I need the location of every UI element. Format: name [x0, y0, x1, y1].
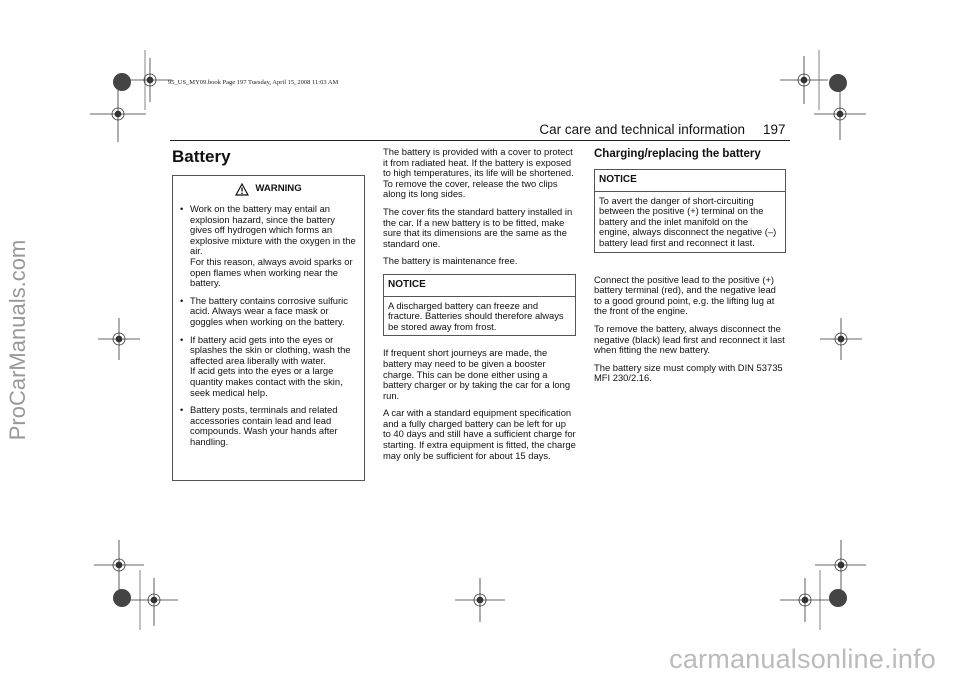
paragraph: Connect the positive lead to the positive (+) battery terminal (red), and the negative lead to a good ground point, e.g. the lifting lug at the front of the engine. [594, 273, 776, 317]
notice-box [383, 274, 576, 336]
header-rule [170, 140, 790, 141]
side-watermark: ProCarManuals.com [5, 239, 30, 441]
bottom-watermark: carmanualsonline.info [669, 644, 936, 674]
warning-item: • Work on the battery may entail an explosion hazard, since the battery gives off hydrogen which forms an explosive mixture with the oxygen in the air. For this reason, always avoid sparks or open flames when working near the battery. [180, 203, 356, 289]
notice-box [594, 169, 786, 253]
notice-label: NOTICE [595, 170, 785, 192]
print-slug-line: 95_US_MY09.book Page 197 Tuesday, April 15, 2008 11:03 AM [168, 79, 339, 86]
paragraph: A car with a standard equipment specification and a fully charged battery can be left for up to 40 days and still have a sufficient charge for starting. If extra equipment is fitted, the charge may only be sufficient for about 15 days. [383, 407, 576, 461]
column-3 [594, 147, 786, 391]
paragraph: To remove the battery, always disconnect the negative (black) lead first and reconnect it last when fitting the new battery. [594, 322, 785, 356]
page-number: 197 [763, 122, 786, 137]
warning-list [179, 204, 358, 447]
paragraph: If frequent short journeys are made, the battery may need to be given a booster charge. This can be done either using a battery charger or by taking the car for a long run. [383, 347, 571, 401]
warning-box [172, 175, 365, 481]
warning-item: • If battery acid gets into the eyes or splashes the skin or clothing, wash the affected area liberally with water. If acid gets into the eyes or a large quantity makes contact with the skin, seek medical help. [180, 333, 351, 398]
battery-heading: Battery [172, 147, 231, 166]
column-1 [172, 147, 365, 481]
warning-header [179, 183, 358, 196]
paragraph: The battery size must comply with DIN 53735 MFI 230/2.16. [594, 361, 783, 384]
paragraph: The battery is maintenance free. [383, 255, 518, 267]
section-title: Car care and technical information [539, 122, 745, 137]
charging-heading: Charging/replacing the battery [594, 148, 761, 160]
notice-label: NOTICE [384, 275, 575, 297]
warning-label: WARNING [255, 183, 302, 195]
paragraph: The cover fits the standard battery installed in the car. If a new battery is to be fitted, make sure that its dimensions are the same as the standard one. [383, 205, 573, 249]
warning-triangle-icon [235, 183, 249, 196]
column-2 [383, 147, 576, 468]
notice-text: A discharged battery can freeze and fracture. Batteries should therefore always be stored away from frost. [388, 299, 564, 332]
paragraph: The battery is provided with a cover to protect it from radiated heat. If the battery is exposed to high temperatures, its life will be shortened. To remove the cover, release the two clips along its long sides. [383, 146, 574, 200]
warning-item: • The battery contains corrosive sulfuric acid. Always wear a face mask or goggles when working on the battery. [180, 294, 348, 327]
notice-text: To avert the danger of short-circuiting between the positive (+) terminal on the battery and the inlet manifold on the engine, always disconnect the negative (–) battery lead first and reconnect it last. [599, 194, 777, 248]
warning-item: • Battery posts, terminals and related accessories contain lead and lead compounds. Wash your hands after handling. [180, 404, 338, 447]
